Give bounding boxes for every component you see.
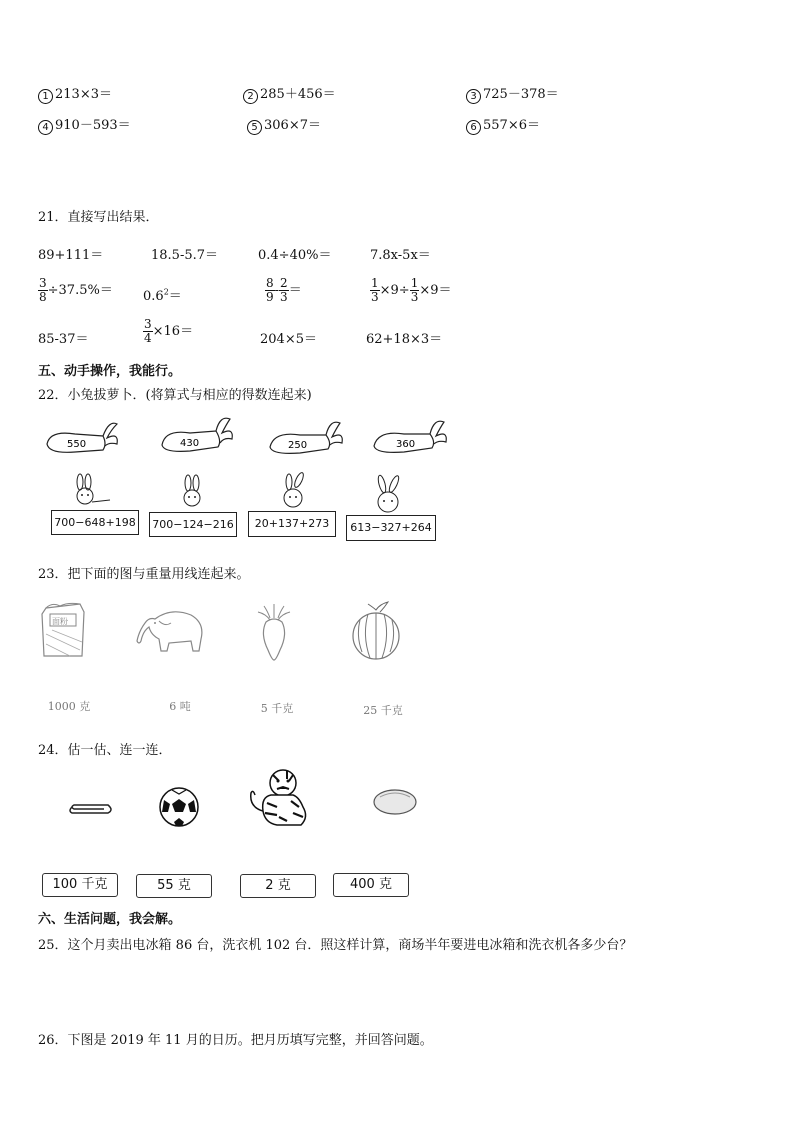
calc-expression: 306×7＝ [264,118,321,133]
weight-option-box: 2 克 [240,874,316,898]
circled-number: 1 [38,89,53,104]
q21-r2-d: $\frac{1}{3}$ ×9÷ $\frac{1}{3}$ ×9＝ [371,276,452,304]
carrot-icon [160,415,235,455]
q21-r3-a: 85-37＝ [38,332,89,347]
q21-r3-d: 62+18×3＝ [366,332,443,347]
paperclip-icon [66,797,116,817]
fraction: $\frac{1}{3}$ [371,276,379,304]
weight-label: 1000 克 [47,700,91,713]
calc-expression: 557×6＝ [483,118,540,133]
watermelon-icon [350,600,402,662]
expression-box: 20+137+273 [248,511,336,537]
weight-label: 25 千克 [363,704,403,717]
calc-item-3 [466,83,559,104]
q21-title: 21．直接写出结果． [38,210,159,225]
expression-box: 700−648+198 [51,510,139,535]
calc-expression: 910－593＝ [55,118,131,133]
carrot-icon [372,418,450,458]
fraction: $\frac{3}{8}$ [39,276,47,304]
tiger-icon [243,767,313,829]
carrot-value: 250 [288,440,308,451]
weight-option-box: 100 千克 [42,873,118,897]
q25-text: 25．这个月卖出电冰箱 86 台，洗衣机 102 台．照这样计算，商场半年要进电冰箱和洗衣机各多少台？ [38,938,633,953]
q26-text: 26．下图是 2019 年 11 月的日历。把月历填写完整，并回答问题。 [38,1033,433,1048]
circled-number: 2 [243,89,258,104]
calc-item-2 [243,83,336,104]
carrot-value: 360 [396,439,416,450]
calc-item-5 [247,114,321,135]
flour-bag-icon [40,600,86,658]
section-6-heading: 六、生活问题，我会解。 [38,912,182,927]
calc-expression: 725－378＝ [483,87,559,102]
calc-item-1 [38,83,112,104]
calc-expression: 213×3＝ [55,87,112,102]
calc-item-4 [38,114,131,135]
circled-number: 4 [38,120,53,135]
fraction: $\frac{8}{9}$ [266,276,274,304]
weight-option-box: 400 克 [333,873,409,897]
fraction: $\frac{2}{3}$ [280,276,288,304]
carrot-icon [268,417,346,457]
q22-title: 22．小兔拔萝卜．(将算式与相应的得数连起来) [38,388,312,403]
weight-option-box: 55 克 [136,874,212,898]
q21-r3-c: 204×5＝ [260,332,317,347]
calc-expression: 285＋456＝ [260,87,336,102]
rabbit-icon [368,478,410,514]
fraction: $\frac{1}{3}$ [410,276,419,304]
carrot-value: 430 [180,438,200,449]
circled-number: 3 [466,89,481,104]
q24-title: 24．估一估、连一连． [38,743,172,758]
fraction: $\frac{3}{4}$ [144,317,152,345]
rabbit-icon [275,476,315,510]
q21-r2-b: $0.6^2=$ [143,287,182,304]
radish-icon [252,602,296,662]
rabbit-icon [178,478,208,510]
q23-title: 23．把下面的图与重量用线连起来。 [38,567,250,582]
calc-item-6 [466,114,540,135]
q21-r2-a: $\frac{3}{8}$ ÷37.5%＝ [39,276,113,304]
bag-label: 面粉 [52,617,68,626]
rabbit-icon [70,478,115,510]
section-5-heading: 五、动手操作，我能行。 [38,364,182,379]
expression-box: 700−124−216 [149,512,237,537]
elephant-icon [135,605,207,655]
carrot-icon [45,418,120,458]
q21-r1-b: 18.5-5.7＝ [151,248,219,263]
q21-r3-b: $\frac{3}{4}$ ×16＝ [144,317,194,345]
expression-box: 613−327+264 [346,515,436,541]
coin-icon [370,787,420,819]
weight-label: 5 千克 [260,702,294,715]
carrot-value: 550 [67,439,87,450]
q21-r1-d: 7.8x-5x＝ [370,248,431,263]
q21-r2-c: $\frac{8}{9}$ - $\frac{2}{3}$ ＝ [266,276,302,304]
weight-label: 6 吨 [169,700,191,713]
q21-r1-a: 89+111＝ [38,248,104,263]
circled-number: 5 [247,120,262,135]
circled-number: 6 [466,120,481,135]
q21-r1-c: 0.4÷40%＝ [258,248,332,263]
soccer-ball-icon [158,786,200,828]
